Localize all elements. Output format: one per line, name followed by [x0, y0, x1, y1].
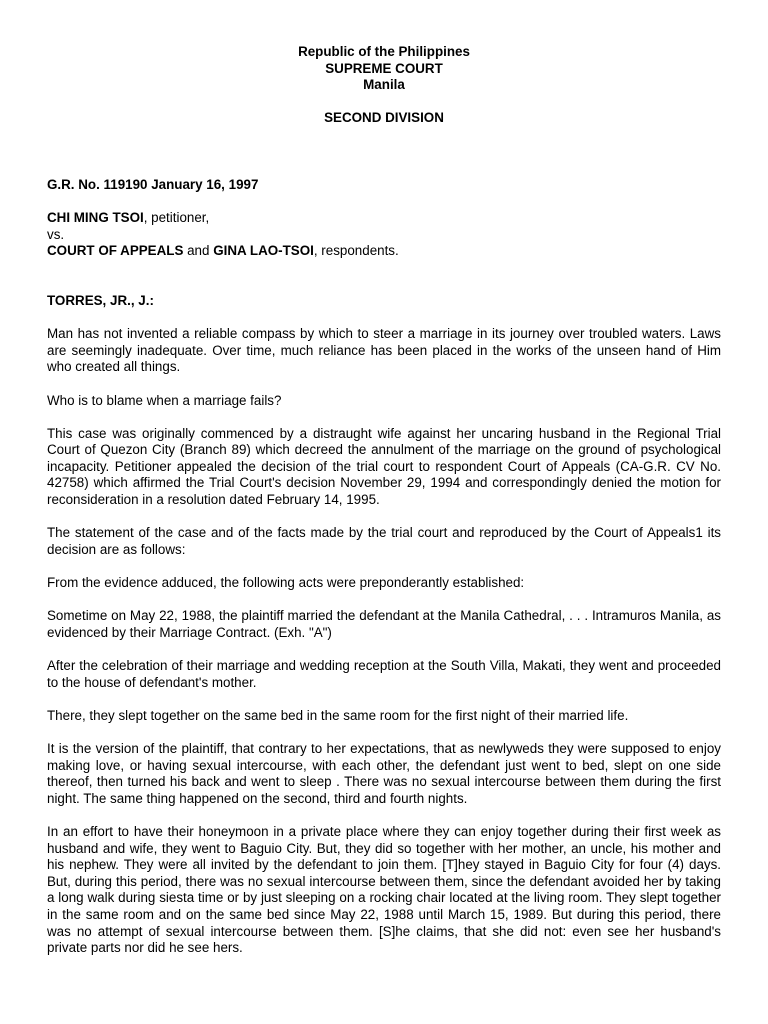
ponente: TORRES, JR., J.:	[47, 292, 154, 308]
paragraph: Man has not invented a reliable compass by which to steer a marriage in its journey over troubled waters. Laws are seemingly inadequate. Over time, much reliance has been placed in the works of the unseen hand of Him who created all things.	[47, 326, 721, 375]
paragraph: There, they slept together on the same bed in the same room for the first night of their married life.	[47, 707, 629, 723]
respondents-conjunction: and	[183, 243, 214, 259]
versus-line: vs.	[47, 226, 65, 242]
header-city: Manila	[363, 77, 405, 93]
respondents-role: , respondents.	[313, 243, 399, 259]
paragraph: This case was originally commenced by a distraught wife against her uncaring husband in the Regional Trial Court of Quezon City (Branch 89) which decreed the annulment of the marriage on the ground of psychological incapacity. Petitioner appealed the decision of the trial court to respondent Court of Appeals (CA-G.R. CV No. 42758) which affirmed the Trial Court's decision November 29, 1994 and correspondingly denied the motion for reconsideration in a resolution dated February 14, 1995.	[47, 425, 721, 508]
case-parties	[47, 210, 721, 260]
header-republic: Republic of the Philippines	[298, 44, 470, 59]
respondent-court: COURT OF APPEALS	[47, 243, 184, 259]
paragraph: In an effort to have their honeymoon in a private place where they can enjoy together during their first week as husband and wife, they went to Baguio City. But, they did so together with her mother, an uncle, his mother and his nephew. They were all invited by the defendant to join them. [T]hey stayed in Baguio City for four (4) days. But, during this period, there was no sexual intercourse between them, since the defendant avoided her by taking a long walk during siesta time or by just sleeping on a rocking chair located at the living room. They slept together in the same room and on the same bed since May 22, 1988 until March 15, 1989. But during this period, there was no attempt of sexual intercourse between them. [S]he claims, that she did not: even see her husband's private parts nor did he see hers.	[47, 823, 721, 956]
petitioner-role: , petitioner,	[143, 210, 210, 226]
paragraph: It is the version of the plaintiff, that contrary to her expectations, that as newlyweds they were supposed to enjoy making love, or having sexual intercourse, with each other, the defendant just went to bed, slept on one side thereof, then turned his back and went to sleep . There was no sexual intercourse between them during the first night. The same thing happened on the second, third and fourth nights.	[47, 740, 721, 806]
paragraph: After the celebration of their marriage and wedding reception at the South Villa, Makati, they went and proceeded to the house of defendant's mother.	[47, 658, 721, 690]
respondents-line	[47, 243, 721, 260]
paragraph: Sometime on May 22, 1988, the plaintiff married the defendant at the Manila Cathedral, . . . Intramuros Manila, as evidenced by their Marriage Contract. (Exh. "A")	[47, 608, 721, 640]
petitioner-line	[47, 210, 721, 227]
paragraph: From the evidence adduced, the following acts were preponderantly established:	[47, 575, 525, 591]
division-title: SECOND DIVISION	[324, 110, 444, 126]
document-header	[47, 44, 721, 94]
paragraph: Who is to blame when a marriage fails?	[47, 392, 282, 408]
document-page	[47, 44, 721, 957]
paragraph: The statement of the case and of the facts made by the trial court and reproduced by the Court of Appeals1 its decision are as follows:	[47, 525, 721, 557]
petitioner-name: CHI MING TSOI	[47, 210, 144, 226]
header-court: SUPREME COURT	[325, 60, 443, 76]
case-number: G.R. No. 119190 January 16, 1997	[47, 176, 259, 192]
respondent-name: GINA LAO-TSOI	[213, 243, 314, 259]
